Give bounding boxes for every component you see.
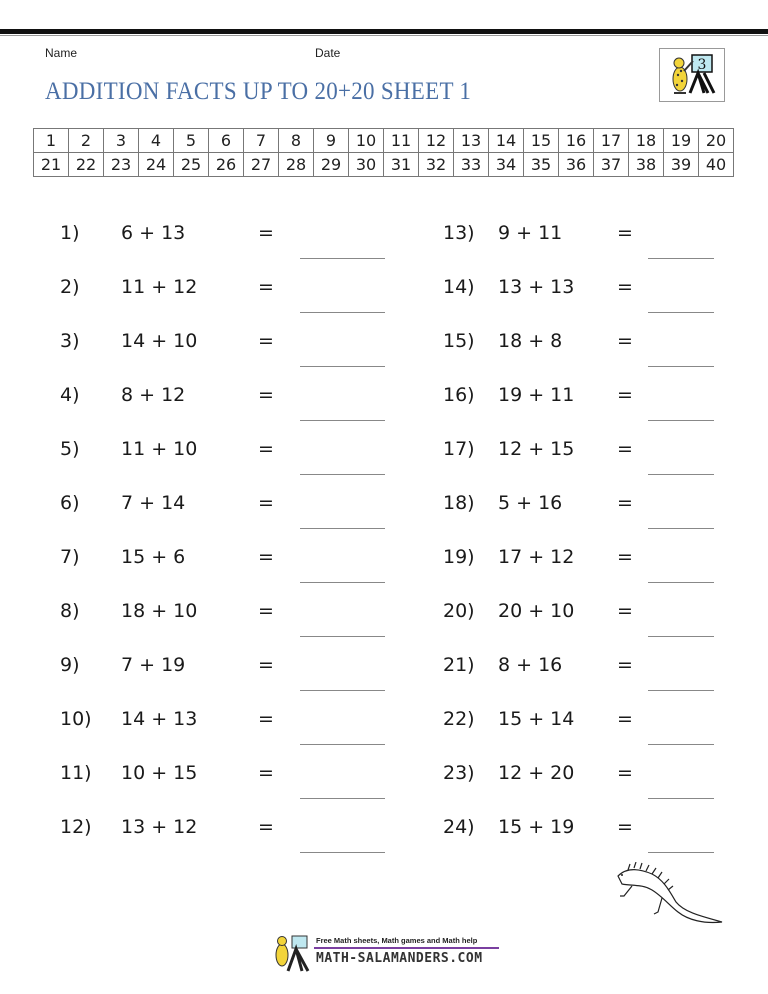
equals-sign: =: [617, 762, 633, 784]
answer-line[interactable]: [648, 636, 714, 637]
question-expression: 15 + 19: [498, 816, 575, 838]
number-cell: 21: [34, 153, 69, 177]
equals-sign: =: [258, 546, 274, 568]
answer-line[interactable]: [300, 744, 385, 745]
question-expression: 8 + 16: [498, 654, 563, 676]
equals-sign: =: [617, 708, 633, 730]
answer-line[interactable]: [300, 528, 385, 529]
answer-line[interactable]: [648, 312, 714, 313]
number-cell: 3: [104, 129, 139, 153]
date-label: Date: [315, 46, 341, 60]
question-expression: 8 + 12: [121, 384, 186, 406]
name-label: Name: [45, 46, 78, 60]
number-cell: 4: [139, 129, 174, 153]
answer-line[interactable]: [300, 366, 385, 367]
number-cell: 33: [454, 153, 489, 177]
number-cell: 30: [349, 153, 384, 177]
question-expression: 9 + 11: [498, 222, 563, 244]
question-expression: 13 + 12: [121, 816, 198, 838]
answer-line[interactable]: [648, 420, 714, 421]
answer-line[interactable]: [648, 366, 714, 367]
equals-sign: =: [617, 384, 633, 406]
question-expression: 18 + 10: [121, 600, 198, 622]
question-number: 9): [60, 654, 80, 676]
number-cell: 20: [699, 129, 734, 153]
equals-sign: =: [258, 222, 274, 244]
question-expression: 11 + 12: [121, 276, 198, 298]
answer-line[interactable]: [300, 852, 385, 853]
equals-sign: =: [258, 708, 274, 730]
equals-sign: =: [617, 654, 633, 676]
number-cell: 31: [384, 153, 419, 177]
question-expression: 14 + 10: [121, 330, 198, 352]
answer-line[interactable]: [300, 798, 385, 799]
question-number: 24): [443, 816, 475, 838]
number-row-2: [34, 153, 734, 177]
question-number: 2): [60, 276, 80, 298]
equals-sign: =: [258, 492, 274, 514]
question-expression: 17 + 12: [498, 546, 575, 568]
equals-sign: =: [258, 816, 274, 838]
number-cell: 2: [69, 129, 104, 153]
question-number: 13): [443, 222, 475, 244]
footer-logo-icon: [270, 933, 312, 973]
footer-tagline: Free Math sheets, Math games and Math help: [316, 936, 478, 945]
question-expression: 19 + 11: [498, 384, 575, 406]
answer-line[interactable]: [300, 474, 385, 475]
answer-line[interactable]: [300, 690, 385, 691]
number-cell: 8: [279, 129, 314, 153]
number-cell: 6: [209, 129, 244, 153]
question-expression: 13 + 13: [498, 276, 575, 298]
number-cell: 7: [244, 129, 279, 153]
number-cell: 24: [139, 153, 174, 177]
number-cell: 29: [314, 153, 349, 177]
answer-line[interactable]: [648, 582, 714, 583]
question-number: 4): [60, 384, 80, 406]
answer-line[interactable]: [648, 528, 714, 529]
equals-sign: =: [617, 600, 633, 622]
number-cell: 1: [34, 129, 69, 153]
number-cell: 27: [244, 153, 279, 177]
answer-line[interactable]: [300, 582, 385, 583]
question-expression: 6 + 13: [121, 222, 186, 244]
answer-line[interactable]: [300, 420, 385, 421]
salamander-drawing: [612, 862, 730, 932]
equals-sign: =: [258, 600, 274, 622]
question-expression: 14 + 13: [121, 708, 198, 730]
question-expression: 15 + 14: [498, 708, 575, 730]
number-cell: 9: [314, 129, 349, 153]
question-number: 12): [60, 816, 92, 838]
question-expression: 12 + 20: [498, 762, 575, 784]
logo: [659, 48, 725, 102]
question-expression: 15 + 6: [121, 546, 186, 568]
question-expression: 20 + 10: [498, 600, 575, 622]
question-number: 18): [443, 492, 475, 514]
equals-sign: =: [617, 330, 633, 352]
question-expression: 5 + 16: [498, 492, 563, 514]
number-cell: 10: [349, 129, 384, 153]
equals-sign: =: [617, 816, 633, 838]
equals-sign: =: [258, 276, 274, 298]
question-number: 8): [60, 600, 80, 622]
top-rule: [0, 29, 768, 34]
salamander-icon: [612, 862, 730, 932]
question-expression: 10 + 15: [121, 762, 198, 784]
number-cell: 40: [699, 153, 734, 177]
number-cell: 15: [524, 129, 559, 153]
number-cell: 35: [524, 153, 559, 177]
question-number: 7): [60, 546, 80, 568]
equals-sign: =: [617, 276, 633, 298]
number-cell: 34: [489, 153, 524, 177]
number-cell: 22: [69, 153, 104, 177]
number-cell: 5: [174, 129, 209, 153]
footer-rule: [314, 947, 499, 949]
question-number: 15): [443, 330, 475, 352]
equals-sign: =: [258, 654, 274, 676]
question-expression: 18 + 8: [498, 330, 563, 352]
salamander-easel-icon: [660, 49, 724, 101]
number-cell: 12: [419, 129, 454, 153]
number-line-table: [33, 128, 734, 177]
number-cell: 14: [489, 129, 524, 153]
question-number: 20): [443, 600, 475, 622]
svg-text:3: 3: [697, 57, 707, 73]
number-cell: 18: [629, 129, 664, 153]
number-cell: 16: [559, 129, 594, 153]
equals-sign: =: [617, 438, 633, 460]
answer-line[interactable]: [648, 798, 714, 799]
question-number: 19): [443, 546, 475, 568]
answer-line[interactable]: [648, 258, 714, 259]
question-number: 14): [443, 276, 475, 298]
answer-line[interactable]: [300, 258, 385, 259]
equals-sign: =: [617, 222, 633, 244]
worksheet-title: ADDITION FACTS UP TO 20+20 SHEET 1: [45, 78, 472, 105]
question-expression: 12 + 15: [498, 438, 575, 460]
equals-sign: =: [617, 546, 633, 568]
footer-brand: [270, 933, 500, 973]
number-cell: 23: [104, 153, 139, 177]
question-number: 6): [60, 492, 80, 514]
answer-line[interactable]: [300, 312, 385, 313]
question-number: 3): [60, 330, 80, 352]
number-cell: 38: [629, 153, 664, 177]
answer-line[interactable]: [300, 636, 385, 637]
number-cell: 39: [664, 153, 699, 177]
answer-line[interactable]: [648, 690, 714, 691]
number-cell: 36: [559, 153, 594, 177]
number-cell: 28: [279, 153, 314, 177]
equals-sign: =: [258, 762, 274, 784]
question-expression: 7 + 14: [121, 492, 186, 514]
answer-line[interactable]: [648, 744, 714, 745]
number-cell: 37: [594, 153, 629, 177]
number-cell: 26: [209, 153, 244, 177]
question-number: 21): [443, 654, 475, 676]
question-number: 5): [60, 438, 80, 460]
question-number: 11): [60, 762, 92, 784]
equals-sign: =: [258, 330, 274, 352]
question-expression: 11 + 10: [121, 438, 198, 460]
question-number: 23): [443, 762, 475, 784]
footer-site-name: MATH-SALAMANDERS.COM: [316, 951, 483, 966]
answer-line[interactable]: [648, 474, 714, 475]
number-row-1: [34, 129, 734, 153]
answer-line[interactable]: [648, 852, 714, 853]
number-cell: 11: [384, 129, 419, 153]
equals-sign: =: [617, 492, 633, 514]
equals-sign: =: [258, 384, 274, 406]
number-cell: 32: [419, 153, 454, 177]
number-cell: 19: [664, 129, 699, 153]
question-expression: 7 + 19: [121, 654, 186, 676]
number-cell: 17: [594, 129, 629, 153]
question-number: 1): [60, 222, 80, 244]
question-number: 22): [443, 708, 475, 730]
question-number: 10): [60, 708, 92, 730]
question-number: 17): [443, 438, 475, 460]
number-cell: 25: [174, 153, 209, 177]
question-number: 16): [443, 384, 475, 406]
number-cell: 13: [454, 129, 489, 153]
equals-sign: =: [258, 438, 274, 460]
